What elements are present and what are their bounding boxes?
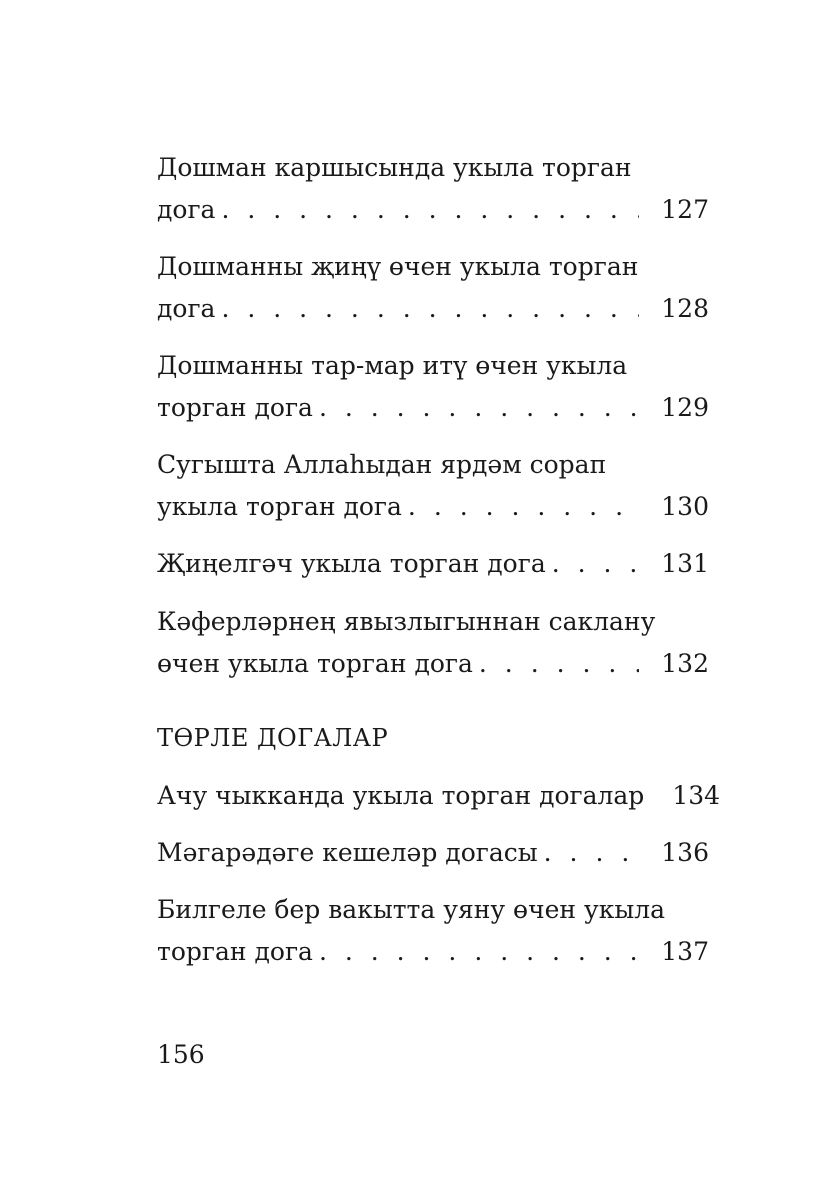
toc-entry <box>157 549 709 579</box>
toc-entry-line <box>157 781 721 811</box>
toc-page-number: 132 <box>661 649 709 678</box>
toc-entry-line <box>157 649 709 679</box>
toc-page-number: 128 <box>661 294 709 323</box>
toc-entry-title: Дошманны җиңү өчен укыла торган <box>157 252 639 281</box>
toc-entry-line <box>157 252 709 282</box>
toc-entry-title: Дошманны тар-мар итү өчен укыла <box>157 351 628 380</box>
toc-entry-line <box>157 607 709 637</box>
toc-entry <box>157 781 721 811</box>
toc-entry <box>157 607 709 679</box>
toc-page-number: 129 <box>661 393 709 422</box>
dot-leader <box>319 937 639 967</box>
toc-entry <box>157 895 709 967</box>
toc-entry-line <box>157 351 709 381</box>
dot-leader <box>552 549 640 579</box>
toc-entry-line <box>157 549 709 579</box>
dot-leader <box>408 492 639 522</box>
page-number: 156 <box>157 1040 205 1069</box>
toc-page-number: 137 <box>661 937 709 966</box>
toc-entry-title-cont: өчен укыла торган дога <box>157 649 473 678</box>
toc-entry-title: Дошман каршысында укыла торган <box>157 153 632 182</box>
toc-page-number: 127 <box>661 195 709 224</box>
section-heading: ТӨРЛЕ ДОГАЛАР <box>157 724 389 752</box>
toc-entry <box>157 153 709 225</box>
toc-entry-line <box>157 195 709 225</box>
toc-page-number: 134 <box>672 781 721 810</box>
toc-entry-title: Ачу чыкканда укыла торган догалар <box>157 781 645 810</box>
toc-entry-title: Кәферләрнең явызлыгыннан саклану <box>157 607 656 636</box>
toc-entry-title: Билгеле бер вакытта уяну өчен укыла <box>157 895 666 924</box>
toc-entry-title-cont: укыла торган дога <box>157 492 402 521</box>
dot-leader <box>319 393 639 423</box>
toc-page-number: 131 <box>661 549 709 578</box>
toc-entry-title-cont: дога <box>157 294 216 323</box>
toc-page-number: 136 <box>661 838 709 867</box>
toc-entry-title-cont: дога <box>157 195 216 224</box>
toc-entry <box>157 450 709 522</box>
toc-entry-title-cont: торган дога <box>157 937 313 966</box>
dot-leader <box>479 649 639 679</box>
toc-entry-title: Җиңелгәч укыла торган дога <box>157 549 546 578</box>
toc-page-number: 130 <box>661 492 709 521</box>
toc-entry-line <box>157 838 709 868</box>
toc-entry-line <box>157 492 709 522</box>
toc-entry-line <box>157 294 709 324</box>
dot-leader <box>221 195 639 225</box>
toc-entry-title: Сугышта Аллаһыдан ярдәм сорап <box>157 450 607 479</box>
dot-leader <box>221 294 639 324</box>
toc-entry-line <box>157 937 709 967</box>
dot-leader <box>544 838 640 868</box>
toc-entry <box>157 351 709 423</box>
toc-entry-line <box>157 153 709 183</box>
toc-entry <box>157 252 709 324</box>
toc-entry-line <box>157 450 709 480</box>
toc-entry <box>157 838 709 868</box>
toc-entry-title: Мәгарәдәге кешеләр догасы <box>157 838 538 867</box>
toc-entry-line <box>157 895 709 925</box>
toc-entry-title-cont: торган дога <box>157 393 313 422</box>
toc-entry-line <box>157 393 709 423</box>
